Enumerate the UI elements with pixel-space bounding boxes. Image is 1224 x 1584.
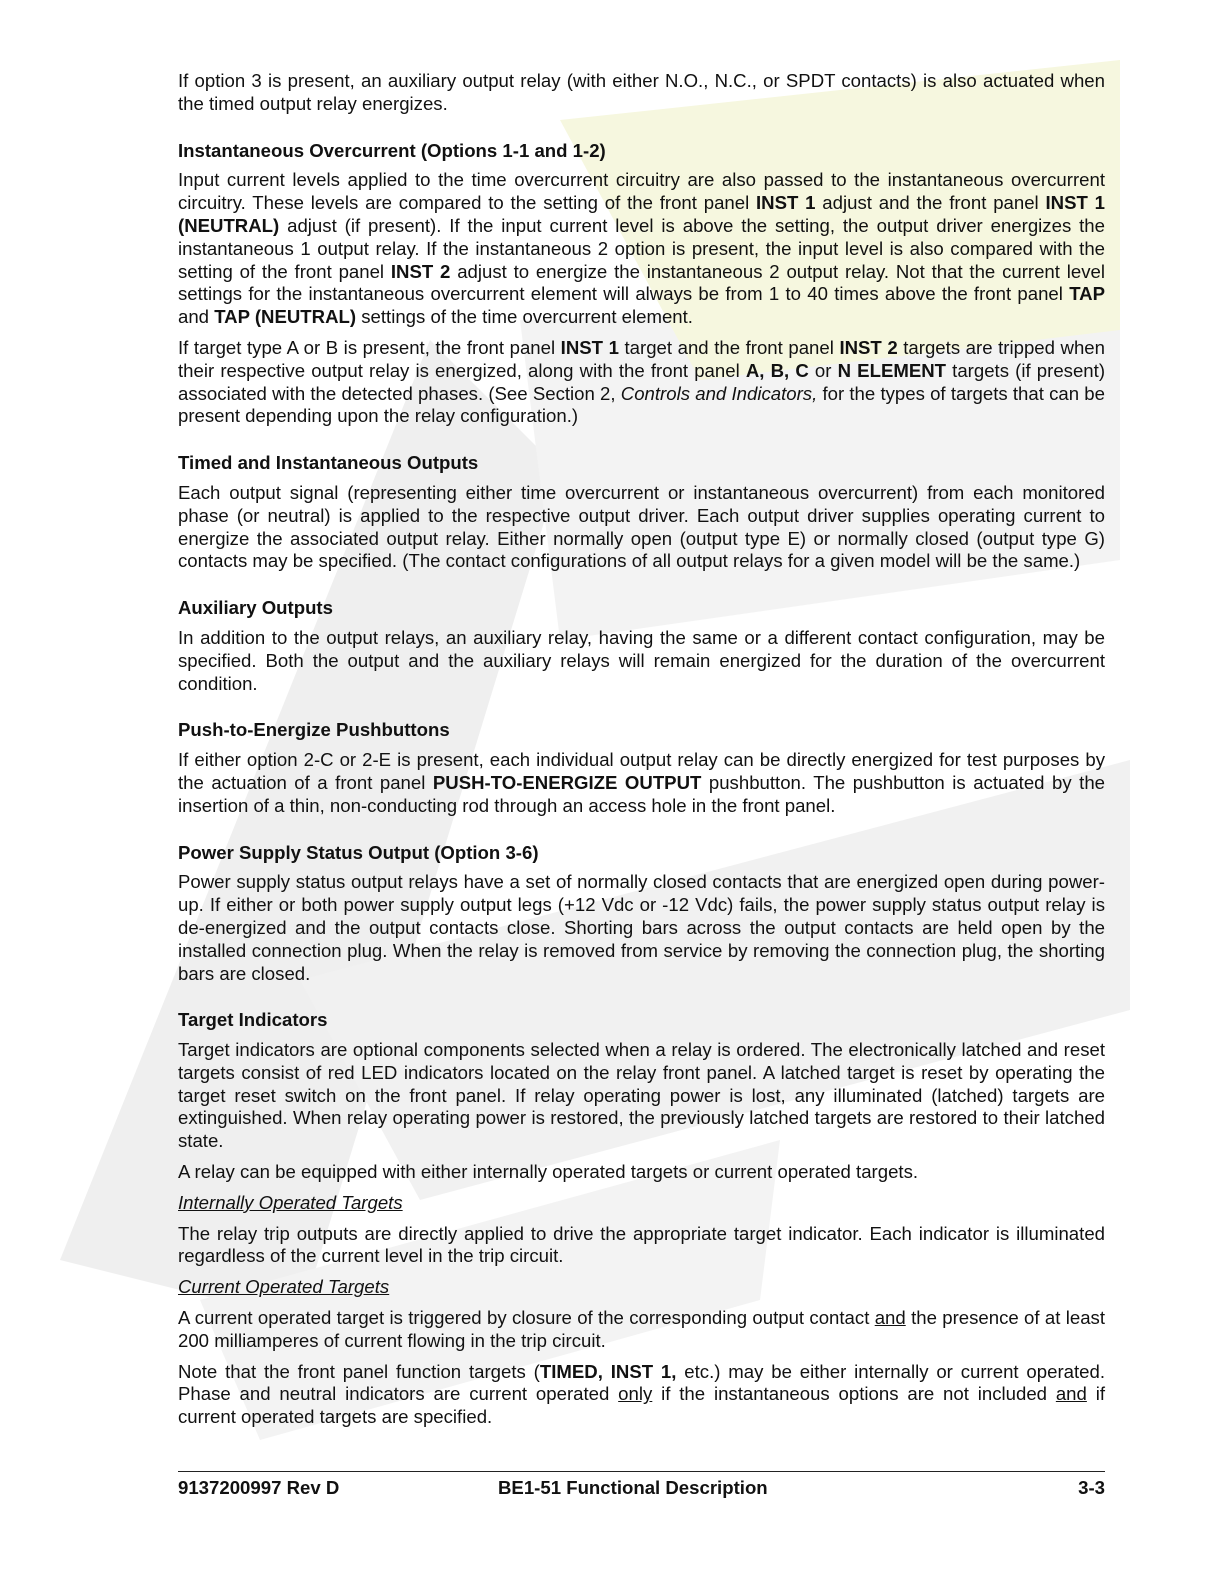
subheading-internally-operated-targets: Internally Operated Targets [178,1191,403,1213]
section-heading-power-supply-status: Power Supply Status Output (Option 3-6) [178,841,539,863]
section-heading-timed-outputs: Timed and Instantaneous Outputs [178,452,479,474]
section-heading-auxiliary-outputs: Auxiliary Outputs [178,597,333,619]
intro-paragraph: If option 3 is present, an auxiliary output relay (with either N.O., N.C., or SPDT contacts) is also actuated when the timed output relay energizes. [178,70,1105,114]
section-heading-target-indicators: Target Indicators [178,1009,328,1031]
subheading-current-operated-targets: Current Operated Targets [178,1276,390,1298]
target-indicators-paragraph-1: Target indicators are optional components selected when a relay is ordered. The electronically latched and reset targets consist of red LED indicators located on the relay front panel. A latched target is reset by operating the target reset switch on the front panel. If relay operating power is lost, any illuminated (latched) targets are extinguished. When relay operating power is restored, the previously latched targets are restored to their latched state. [178,1039,1105,1152]
document-body [178,70,1105,1437]
current-operated-paragraph-1: A current operated target is triggered by closure of the corresponding output contact and the presence of at least 200 milliamperes of current flowing in the trip circuit. [178,1307,1106,1351]
footer-title: BE1-51 Functional Description [498,1477,768,1498]
current-operated-paragraph-2: Note that the front panel function targets (TIMED, INST 1, etc.) may be either internally or current operated. Phase and neutral indicators are current operated only if the instantaneous options are not included and if current operated targets are specified. [178,1360,1106,1428]
page-footer [178,1471,1105,1498]
push-to-energize-paragraph: If either option 2-C or 2-E is present, each individual output relay can be directly energized for test purposes by the actuation of a front panel PUSH-TO-ENERGIZE OUTPUT pushbutton. The pushbutton is actuated by the insertion of a thin, non-conducting rod through an access hole in the front panel. [178,749,1106,816]
target-indicators-paragraph-2: A relay can be equipped with either internally operated targets or current operated targets. [178,1161,919,1183]
power-supply-status-paragraph: Power supply status output relays have a set of normally closed contacts that are energized open during power-up. If either or both power supply output legs (+12 Vdc or -12 Vdc) fails, the power supply status output relay is de-energized and the output contacts close. Shorting bars across the output contacts are held open by the installed connection plug. When the relay is removed from service by removing the connection plug, the shorting bars are closed. [178,871,1105,984]
timed-outputs-paragraph: Each output signal (representing either time overcurrent or instantaneous overcurrent) from each monitored phase (or neutral) is applied to the respective output driver. Each output driver supplies operating current to energize the associated output relay. Either normally open (output type E) or normally closed (output type G) contacts may be specified. (The contact configurations of all output relays for a given model will be the same.) [178,481,1105,572]
instantaneous-paragraph-1: Input current levels applied to the time overcurrent circuitry are also passed to the instantaneous overcurrent circuitry. These levels are compared to the setting of the front panel INST 1 adjust and the front panel INST 1 (NEUTRAL) adjust (if present). If the input current level is above the setting, the output driver energizes the instantaneous 1 output relay. If the instantaneous 2 option is present, the input level is also compared with the setting of the front panel INST 2 adjust to energize the instantaneous 2 output relay. Not that the current level settings for the instantaneous overcurrent element will always be from 1 to 40 times above the front panel TAP and TAP (NEUTRAL) settings of the time overcurrent element. [178,169,1105,328]
instantaneous-paragraph-2: If target type A or B is present, the front panel INST 1 target and the front panel INST 2 targets are tripped when their respective output relay is energized, along with the front panel A, B, C or N ELEMENT targets (if present) associated with the detected phases. (See Section 2, Controls and Indicators, for the types of targets that can be present depending upon the relay configuration.) [178,336,1106,427]
footer-page-number: 3-3 [1078,1477,1105,1498]
internally-operated-paragraph: The relay trip outputs are directly applied to drive the appropriate target indicator. Each indicator is illuminated regardless of the current level in the trip circuit. [178,1222,1105,1267]
footer-doc-number: 9137200997 Rev D [178,1477,340,1498]
section-heading-push-to-energize: Push-to-Energize Pushbuttons [178,719,450,741]
section-heading-instantaneous: Instantaneous Overcurrent (Options 1-1 and 1-2) [178,139,606,161]
auxiliary-outputs-paragraph: In addition to the output relays, an auxiliary relay, having the same or a different contact configuration, may be specified. Both the output and the auxiliary relays will remain energized for the duration of the overcurrent condition. [178,626,1105,694]
